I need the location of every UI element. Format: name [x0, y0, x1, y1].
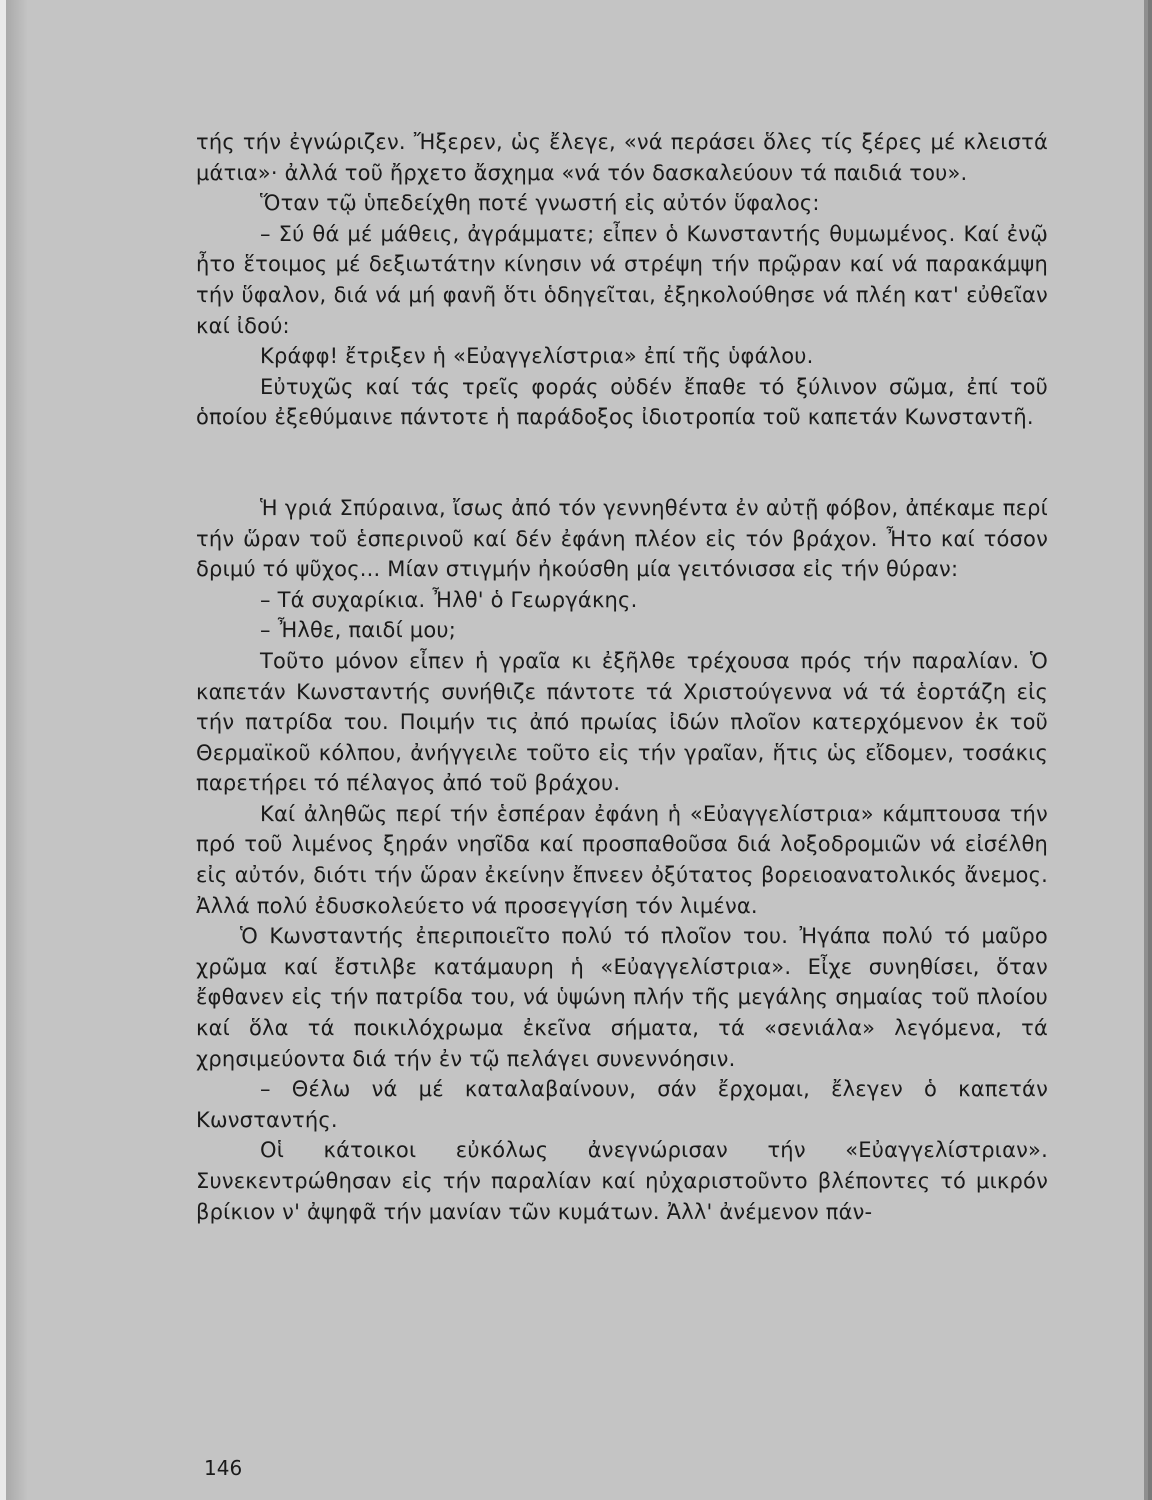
paragraph: – Τά συχαρίκια. Ἦλθ' ὁ Γεωργάκης. — [260, 587, 638, 612]
paragraph: Καί ἀληθῶς περί τήν ἑσπέραν ἐφάνη ἡ «Εὐαγγελίστρια» κάμπτουσα τήν πρό τοῦ λιμένος ξηράν νησῖδα καί προσπαθοῦσα διά λοξοδρομιῶν νά εἰσέλθη εἰς αὐτόν, διότι τήν ὥραν ἐκείνην ἔπνεεν ὀξύτατος βορειοανατολικός ἄνεμος. Ἀλλά πολύ ἐδυσκολεύετο νά προσεγγίση τόν λιμένα. — [196, 801, 1048, 918]
body-text — [196, 127, 1048, 1227]
page-spine-shadow — [6, 0, 28, 1500]
paragraph: – Θέλω νά μέ καταλαβαίνουν, σάν ἔρχομαι, ἔλεγεν ὁ καπετάν Κωνσταντής. — [196, 1077, 1048, 1132]
paragraph: – Σύ θά μέ μάθεις, ἀγράμματε; εἶπεν ὁ Κωνσταντής θυμωμένος. Καί ἐνῷ ἦτο ἕτοιμος μέ δεξιωτάτην κίνησιν νά στρέψη τήν πρῷραν καί νά παρακάμψη τήν ὕφαλον, διά νά μή φανῆ ὅτι ὁδηγεῖται, ἐξηκολούθησε νά πλέη κατ' εὐθεῖαν καί ἰδού: — [196, 221, 1048, 338]
paragraph: Τοῦτο μόνον εἶπεν ἡ γραῖα κι ἐξῆλθε τρέχουσα πρός τήν παραλίαν. Ὁ καπετάν Κωνσταντής συνήθιζε πάντοτε τά Χριστούγεννα νά τά ἑορτάζη εἰς τήν πατρίδα του. Ποιμήν τις ἀπό πρωίας ἰδών πλοῖον κατερχόμενον ἐκ τοῦ Θερμαϊκοῦ κόλπου, ἀνήγγειλε τοῦτο εἰς τήν γραῖαν, ἥτις ὡς εἴδομεν, τοσάκις παρετήρει τό πέλαγος ἀπό τοῦ βράχου. — [196, 648, 1048, 796]
paragraph: Εὐτυχῶς καί τάς τρεῖς φοράς οὐδέν ἔπαθε τό ξύλινον σῶμα, ἐπί τοῦ ὁποίου ἐξεθύμαινε πάντοτε ἡ παράδοξος ἰδιοτροπία τοῦ καπετάν Κωνσταντῆ. — [196, 374, 1048, 430]
paragraph: Κράφφ! ἔτριξεν ἡ «Εὐαγγελίστρια» ἐπί τῆς ὑφάλου. — [260, 344, 814, 369]
paragraph: Οἱ κάτοικοι εὐκόλως ἀνεγνώρισαν τήν «Εὐαγγελίστριαν». Συνεκεντρώθησαν εἰς τήν παραλίαν καί ηὐχαριστοῦντο βλέποντες τό μικρόν βρίκιον ν' ἀψηφᾶ τήν μανίαν τῶν κυμάτων. Ἀλλ' ἀνέμενον πάν- — [196, 1138, 1048, 1224]
paragraph: Ὁ Κωνσταντής ἐπεριποιεῖτο πολύ τό πλοῖον του. Ἠγάπα πολύ τό μαῦρο χρῶμα καί ἔστιλβε κατάμαυρη ἡ «Εὐαγγελίστρια». Εἶχε συνηθίσει, ὅταν ἔφθανεν εἰς τήν πατρίδα του, νά ὑψώνη πλήν τῆς μεγάλης σημαίας τοῦ πλοίου καί ὅλα τά ποικιλόχρωμα ἐκεῖνα σήματα, τά «σενιάλα» λεγόμενα, τά χρησιμεύοντα διά τήν ἐν τῷ πελάγει συνεννόησιν. — [196, 924, 1048, 1071]
paragraph: τής τήν ἐγνώριζεν. Ἤξερεν, ὡς ἔλεγε, «νά περάσει ὅλες τίς ξέρες μέ κλειστά μάτια»· ἀλλά τοῦ ἤρχετο ἄσχημα «νά τόν δασκαλεύουν τά παιδιά του». — [196, 130, 1048, 185]
paragraph: Ἡ γριά Σπύραινα, ἴσως ἀπό τόν γεννηθέντα ἐν αὐτῇ φόβον, ἀπέκαμε περί τήν ὥραν τοῦ ἑσπερινοῦ καί δέν ἐφάνη πλέον εἰς τόν βράχον. Ἦτο καί τόσον δριμύ τό ψῦχος... Μίαν στιγμήν ἠκούσθη μία γειτόνισσα εἰς τήν θύραν: — [196, 495, 1048, 582]
section-gap — [196, 433, 1048, 493]
paragraph: – Ἦλθε, παιδί μου; — [260, 618, 457, 643]
page-edge — [1144, 0, 1148, 1500]
page-number: 146 — [204, 1456, 243, 1480]
paragraph: Ὅταν τῷ ὑπεδείχθη ποτέ γνωστή εἰς αὐτόν ὕφαλος: — [260, 191, 820, 216]
